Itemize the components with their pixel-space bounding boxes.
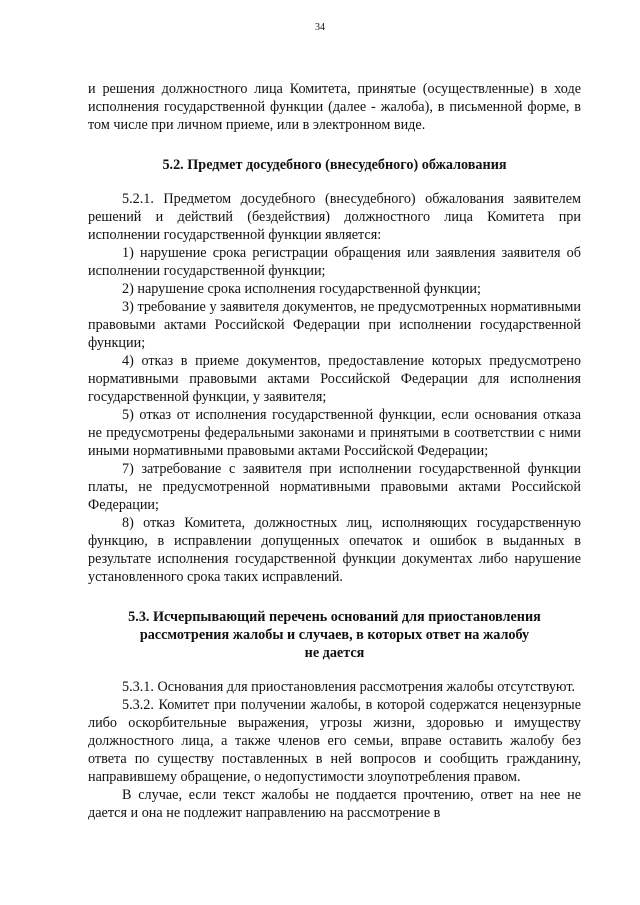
section-5-3-paragraph: В случае, если текст жалобы не поддается прочтению, ответ на нее не дается и она не подлежит направлению на рассмотрение в (88, 787, 581, 821)
intro-paragraph: и решения должностного лица Комитета, принятые (осуществленные) в ходе исполнения государственной функции (далее - жалоба), в письменной форме, в том числе при личном приеме, или в электронном виде. (88, 81, 581, 133)
list-item: 4) отказ в приеме документов, предоставление которых предусмотрено нормативными правовыми актами Российской Федерации для исполнения государственной функции, у заявителя; (88, 353, 581, 405)
list-item: 8) отказ Комитета, должностных лиц, исполняющих государственную функцию, в исправлении допущенных опечаток и ошибок в выданных в результате исполнения государственной функции документах либо нарушение установленного срока таких исправлений. (88, 515, 581, 585)
section-5-3-paragraph: 5.3.1. Основания для приостановления рассмотрения жалобы отсутствуют. (122, 679, 576, 695)
list-item: 3) требование у заявителя документов, не предусмотренных нормативными правовыми актами Российской Федерации при исполнении государственной функции; (88, 299, 581, 351)
list-item: 7) затребование с заявителя при исполнении государственной функции платы, не предусмотренной нормативными правовыми актами Российской Федерации; (88, 461, 581, 513)
section-5-3-heading-line: не дается (304, 645, 365, 661)
list-item: 5) отказ от исполнения государственной функции, если основания отказа не предусмотрены федеральными законами и принятыми в соответствии с ними иными нормативными правовыми актами Российской Федерации; (88, 407, 581, 459)
section-5-3-paragraph: 5.3.2. Комитет при получении жалобы, в которой содержатся нецензурные либо оскорбительные выражения, угрозы жизни, здоровью и имуществу должностного лица, а также членов его семьи, вправе оставить жалобу без ответа по существу поставленных в ней вопросов и сообщить гражданину, направившему обращение, о недопустимости злоупотребления правом. (88, 697, 581, 785)
page-content (88, 80, 581, 822)
section-5-2-lead: 5.2.1. Предметом досудебного (внесудебного) обжалования заявителем решений и действий (бездействия) должностного лица Комитета при исполнении государственной функции является: (88, 191, 581, 243)
section-5-3-heading-line: 5.3. Исчерпывающий перечень оснований для приостановления (128, 609, 541, 625)
list-item: 1) нарушение срока регистрации обращения или заявления заявителя об исполнении государственной функции; (88, 245, 581, 279)
section-5-3-heading (88, 608, 581, 662)
list-item: 2) нарушение срока исполнения государственной функции; (122, 281, 481, 297)
section-5-3-heading-line: рассмотрения жалобы и случаев, в которых ответ на жалобу (139, 627, 530, 643)
section-5-2-heading: 5.2. Предмет досудебного (внесудебного) обжалования (162, 157, 507, 173)
page-number: 34 (315, 22, 325, 33)
